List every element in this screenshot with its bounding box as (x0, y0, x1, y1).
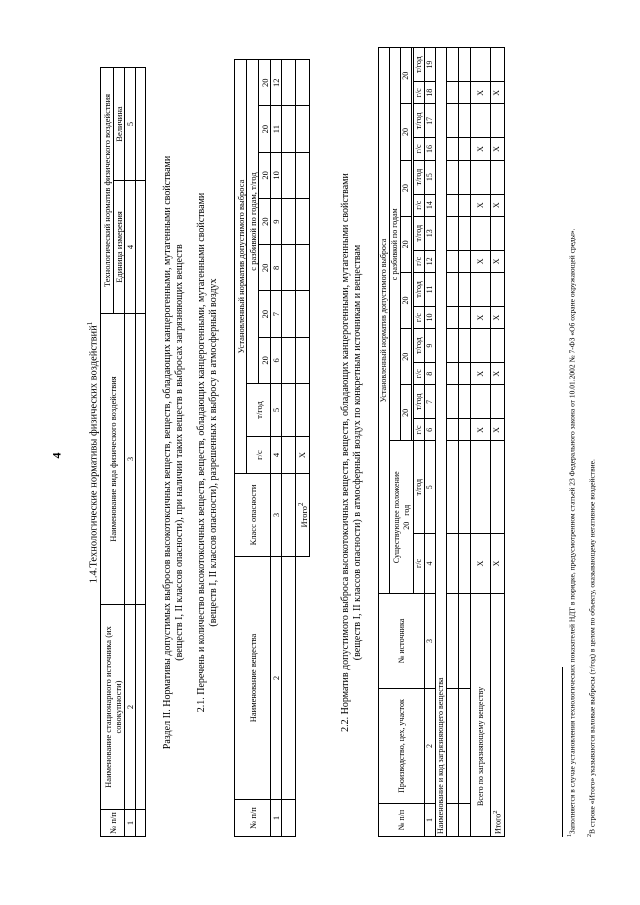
header-existing: Существующее положение 20 год (390, 441, 414, 594)
header-tyear: т/год (247, 384, 271, 437)
cell (282, 557, 296, 800)
total-label: Итого$^2$ (296, 474, 310, 557)
header-source: Наименование стационарного источника (их совокупности) (101, 605, 125, 810)
table-substances-list (234, 59, 310, 837)
table-physical-impacts (100, 67, 146, 837)
cell (282, 152, 296, 198)
header-norm: Технологический норматив физического воздействия (101, 68, 114, 314)
colnum: 9 (271, 199, 282, 245)
cell (282, 384, 296, 437)
col-numbers-row: 1 2 3 4 5 6 7 8 9 10 11 12 13 14 15 16 17 18 19 (425, 48, 436, 837)
cell (136, 605, 146, 810)
colnum: 10 (271, 152, 282, 198)
year-col: 20 (259, 291, 271, 337)
tyear: т/год (414, 216, 425, 250)
cell (136, 314, 146, 605)
blank (296, 800, 310, 837)
gs: г/с (414, 306, 425, 328)
blank (296, 557, 310, 800)
cell (136, 810, 146, 837)
gs: г/с (414, 363, 425, 385)
colnum-3: 3 (125, 314, 136, 605)
cell (136, 68, 146, 181)
cell (296, 291, 310, 337)
tyear: т/год (414, 104, 425, 138)
colnum: 12 (271, 60, 282, 107)
section-2-1-title: 2.1. Перечень и количество высокотоксичных веществ, веществ, обладающих канцерогенными, мутагенными свойствами (веществ I, II классов опасности), разрешенных к выбросу в атмосферный воздух (196, 192, 219, 713)
year-col: 20 (401, 104, 412, 160)
colnum-1: 1 (125, 810, 136, 837)
colnum-2: 2 (125, 605, 136, 810)
header-value: Величина (114, 68, 125, 181)
colnum: 5 (271, 384, 282, 437)
header-unit: Единица измерения (114, 181, 125, 314)
total-mark: X (296, 437, 310, 474)
cell (296, 106, 310, 152)
footnote-divider (562, 667, 563, 837)
table-row (459, 48, 471, 837)
tyear: т/год (414, 441, 425, 533)
gs: г/с (414, 194, 425, 216)
table-emission-norms (378, 47, 505, 837)
year-col: 20 (401, 160, 412, 216)
colnum-5: 5 (125, 68, 136, 181)
header-established: Установленный норматив допустимого выброса (235, 60, 247, 474)
header-breakdown: с разбивкой по годам, т/год (247, 60, 259, 384)
header-gs: г/с (247, 437, 271, 474)
colnum: 1 (271, 800, 282, 837)
cell (282, 106, 296, 152)
header-established: Установленный норматив допустимого выброса (379, 48, 390, 594)
tyear: т/год (414, 385, 425, 419)
gs: г/с (414, 138, 425, 160)
year-col: 20 (259, 106, 271, 152)
header-num: № п/п (379, 804, 425, 837)
cell (296, 337, 310, 383)
year-col: 20 (401, 385, 412, 441)
tyear: т/год (414, 272, 425, 306)
cell (282, 474, 296, 557)
cell (282, 337, 296, 383)
itogo-row: Итого$^2$ X X X X X X X X (491, 48, 505, 837)
colnum: 4 (271, 437, 282, 474)
cell (282, 199, 296, 245)
cell (296, 245, 310, 291)
gs: г/с (414, 533, 425, 593)
cell (296, 152, 310, 198)
section-2-title: Раздел II. Нормативы допустимых выбросов высокотоксичных веществ, веществ, обладающих канцерогенными, мутагенными свойствами (веществ I, II классов опасности), при наличии таких веществ в выбросах загрязняющих веществ (162, 155, 185, 750)
footnote-1: $^1$Заполняется в случае установления технологических показателей НДТ в порядке, предусмотренном статьей 23 Федерального закона от 10.01.2002 № 7-ФЗ «Об охране окружающей среды». (567, 228, 577, 837)
year-col: 20 (259, 245, 271, 291)
substance-name-row: Наименование и код загрязняющего вещества (436, 48, 447, 837)
year-col: 20 (401, 48, 412, 104)
cell (282, 60, 296, 107)
cell (136, 181, 146, 314)
year-col: 20 (401, 329, 412, 385)
gs: г/с (414, 82, 425, 104)
gs: г/с (414, 250, 425, 272)
cell (296, 60, 310, 107)
colnum: 11 (271, 106, 282, 152)
section-2-2-title: 2.2. Норматив допустимого выброса высокотоксичных веществ, веществ, обладающих канцерогенными, мутагенными свойствами (веществ I, II классов опасности) в атмосферный воздух по конкретным источникам и веществам (340, 173, 363, 732)
cell (282, 291, 296, 337)
cell (296, 384, 310, 437)
cell (282, 800, 296, 837)
section-1-4-title: 1.4.Технологические нормативы физических воздействий$^1$ (86, 321, 100, 584)
cell (282, 245, 296, 291)
year-col: 20 (401, 216, 412, 272)
header-substance: Наименование вещества (235, 557, 271, 800)
table-row (447, 48, 459, 837)
colnum-4: 4 (125, 181, 136, 314)
footnote-2: $^2$В строке «Итого» указываются валовые выбросы (т/год) в целом по объекту, оказывающему негативное воздействие. (587, 459, 597, 837)
tyear: т/год (414, 48, 425, 82)
tyear: т/год (414, 329, 425, 363)
colnum: 7 (271, 291, 282, 337)
header-num: № п/п (235, 800, 271, 837)
year-col: 20 (401, 272, 412, 328)
total-by-substance-row: Всего по загрязняющему веществу X X X X X X X X (471, 48, 491, 837)
colnum: 8 (271, 245, 282, 291)
colnum: 3 (271, 474, 282, 557)
year-col: 20 (259, 337, 271, 383)
header-impact: Наименование вида физического воздействия (101, 314, 125, 605)
cell (296, 199, 310, 245)
header-hazard: Класс опасности (235, 474, 271, 557)
year-col: 20 (259, 199, 271, 245)
header-production: Производство, цех, участок (379, 689, 425, 804)
page-number: 4 (49, 452, 64, 459)
colnum: 2 (271, 557, 282, 800)
header-breakdown: с разбивкой по годам (390, 48, 401, 441)
cell (282, 437, 296, 474)
colnum: 6 (271, 337, 282, 383)
header-source-num: № источника (379, 594, 425, 689)
tyear: т/год (414, 160, 425, 194)
header-num: № п/п (101, 810, 125, 837)
gs: г/с (414, 419, 425, 441)
year-col: 20 (259, 60, 271, 107)
year-col: 20 (259, 152, 271, 198)
